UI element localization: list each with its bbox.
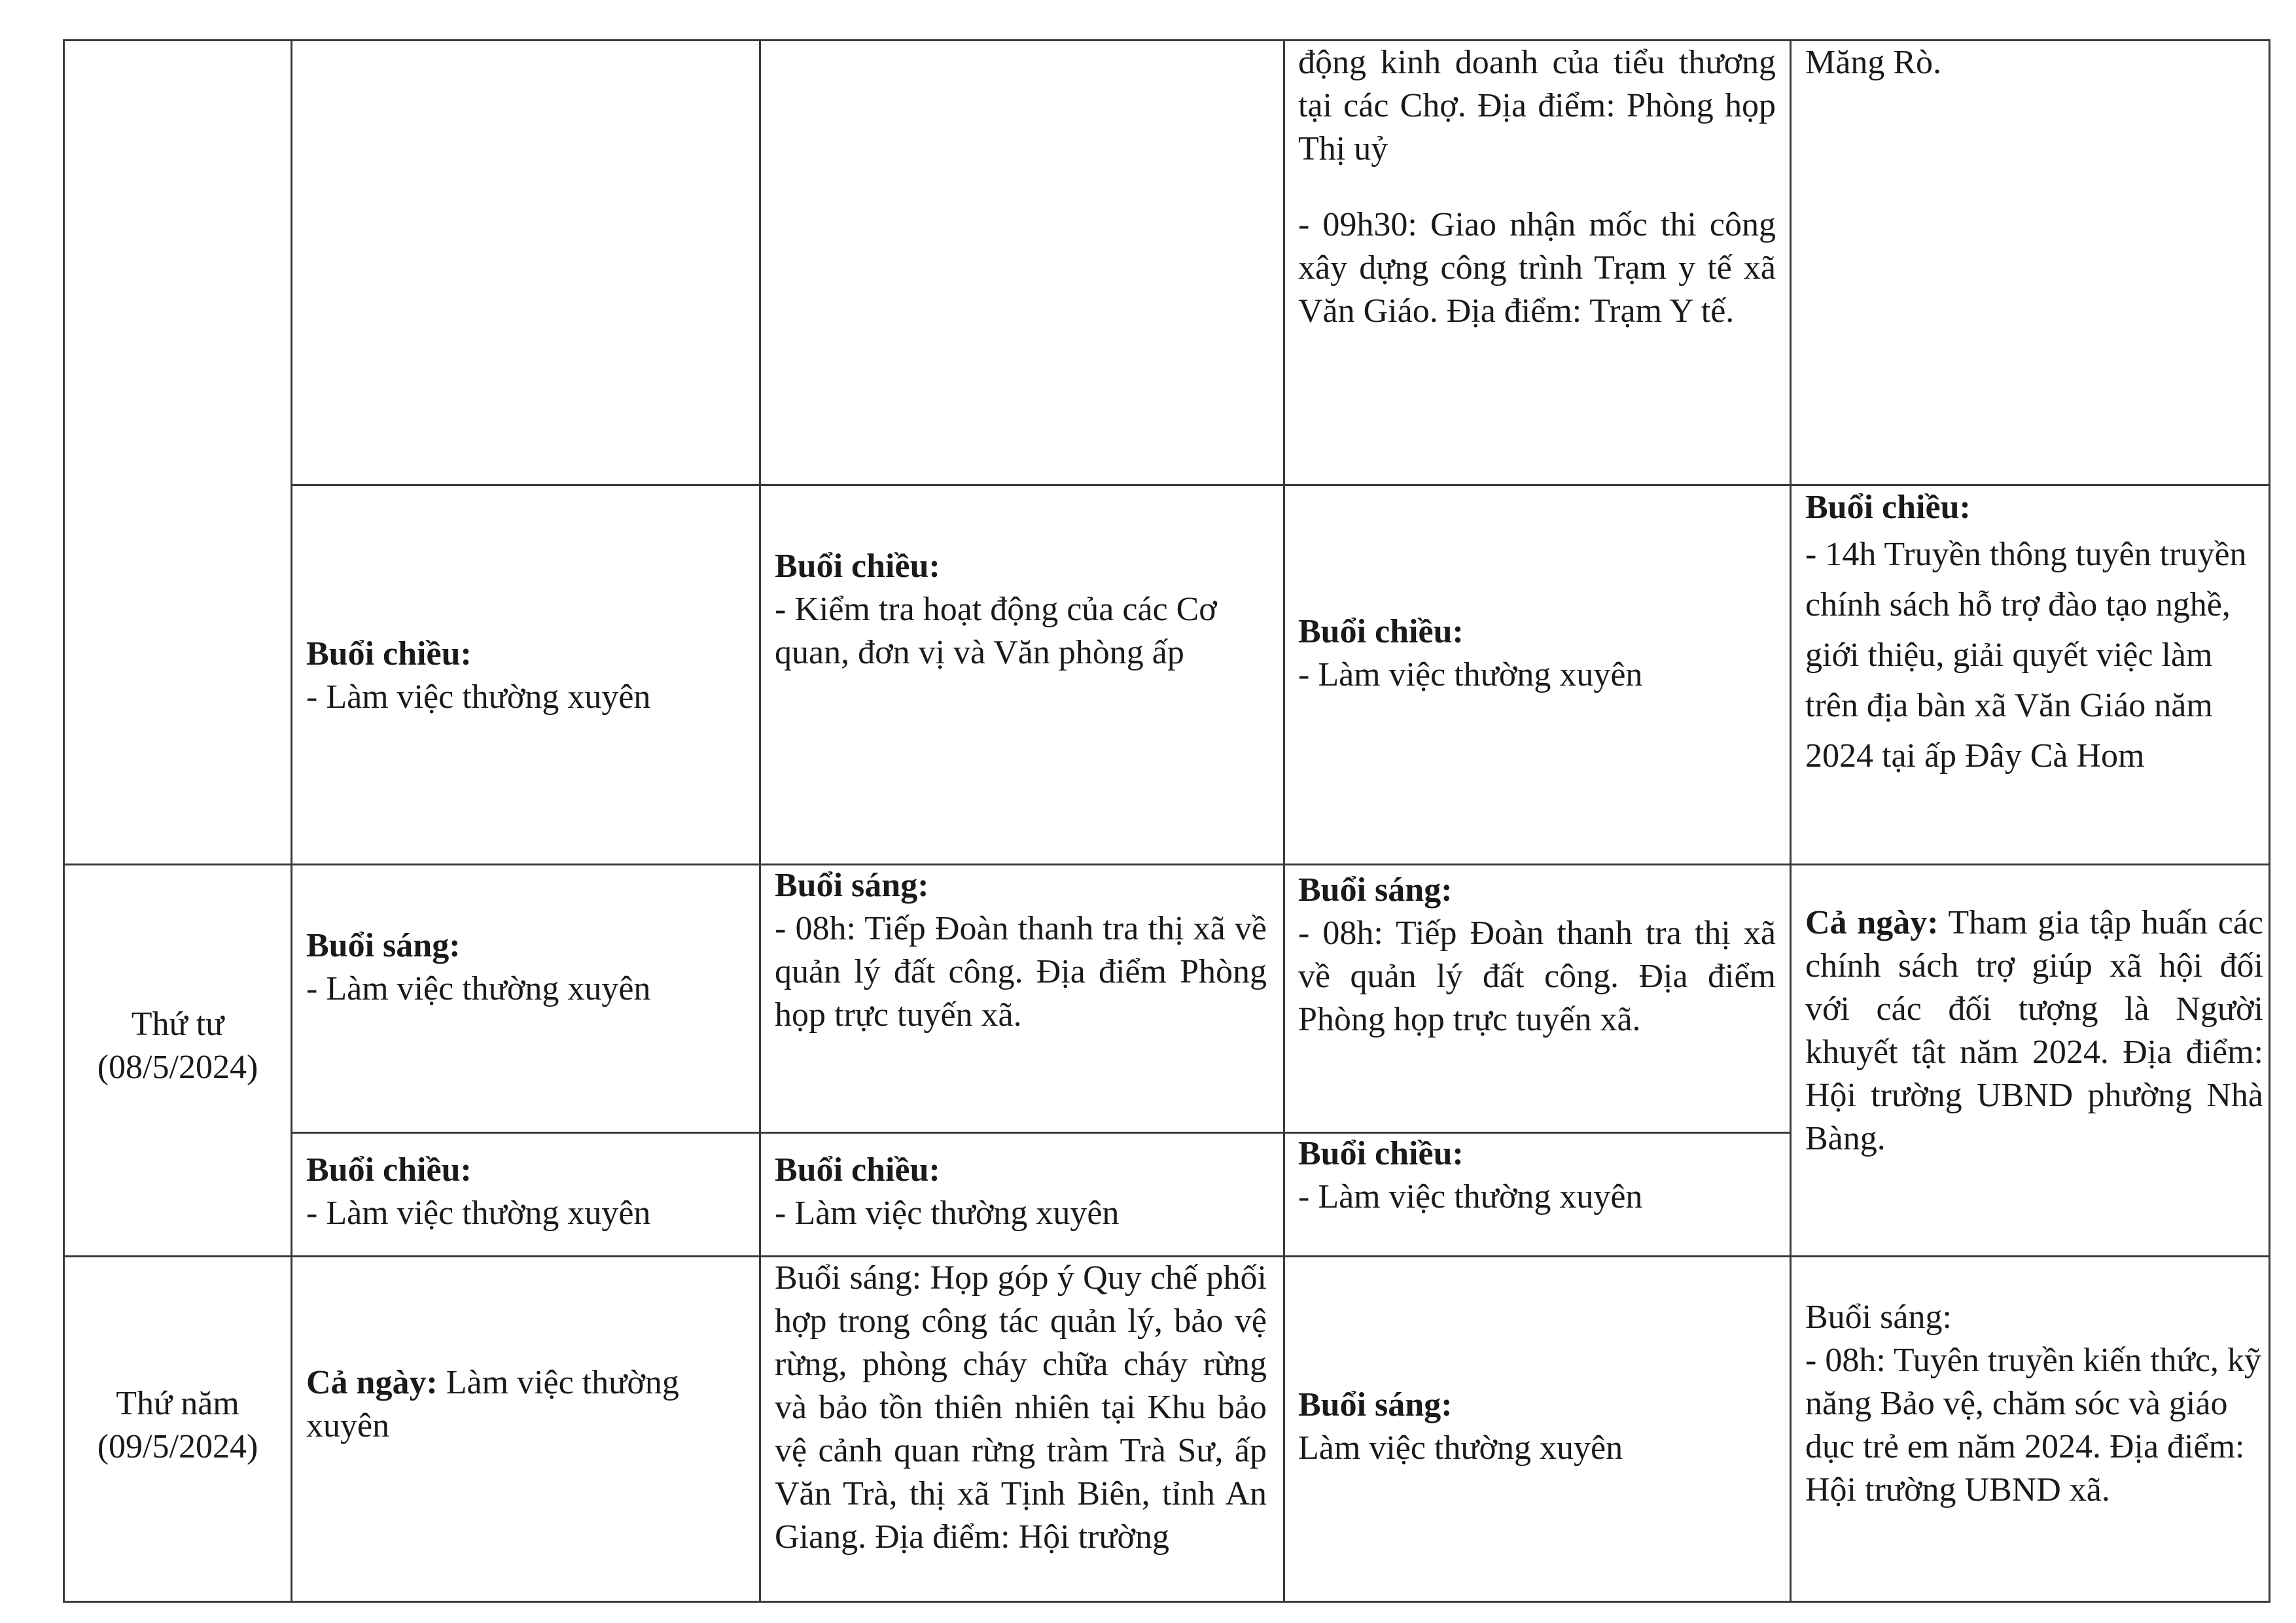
session-text: - Làm việc thường xuyên <box>306 970 651 1007</box>
day-date: (09/5/2024) <box>97 1428 258 1465</box>
session-text: - 14h Truyền thông tuyên truyền chính sách hỗ trợ đào tạo nghề, giới thiệu, giải quyết việc làm trên địa bàn xã Văn Giáo năm 2024 tại ấp Đây Cà Hom <box>1805 536 2247 775</box>
session-text: - 08h: Tiếp Đoàn thanh tra thị xã về quản lý đất công. Địa điểm Phòng họp trực tuyến xã. <box>775 910 1267 1034</box>
thu-morning-col4 <box>1298 1384 1776 1470</box>
wed-morning-col3 <box>775 864 1267 1037</box>
session-body: Tham gia tập huấn các chính sách trợ giúp xã hội đối với các đối tượng là Người khuyết tật năm 2024. Địa điểm: Hội trường UBND phường Nhà Bàng. <box>1805 904 2263 1157</box>
wed-afternoon-col3 <box>775 1149 1272 1235</box>
day-name: Thứ năm <box>116 1385 239 1422</box>
day-cell-thursday <box>65 1382 291 1469</box>
session-title: Cả ngày: <box>1805 904 1939 941</box>
column-divider <box>1790 41 1792 1601</box>
session-title: Buổi sáng: <box>1298 871 1453 909</box>
cont-item-1: động kinh doanh của tiểu thương tại các Chợ. Địa điểm: Phòng họp Thị uỷ <box>1298 44 1776 167</box>
session-text: - Làm việc thường xuyên <box>775 1195 1120 1232</box>
session-text: - Làm việc thường xuyên <box>306 1195 651 1232</box>
session-title: Buổi chiều: <box>1298 1135 1464 1172</box>
session-text: - Kiểm tra hoạt động của các Cơ quan, đơn vị và Văn phòng ấp <box>775 591 1217 671</box>
cont-afternoon-col2 <box>306 633 751 719</box>
session-title: Buổi sáng: <box>1805 1299 1952 1336</box>
session-text <box>306 1361 751 1448</box>
session-title: Buổi chiều: <box>775 548 940 585</box>
cont-afternoon-col5 <box>1805 486 2263 781</box>
thu-morning-col3 <box>775 1257 1267 1559</box>
session-title: Buổi chiều: <box>775 1151 940 1189</box>
cont-morning-col4 <box>1298 41 1776 333</box>
session-text: - Làm việc thường xuyên <box>1298 656 1643 693</box>
cont-afternoon-col4 <box>1298 610 1776 697</box>
session-text: - 08h: Tuyên truyền kiến thức, kỹ năng Bảo vệ, chăm sóc và giáo dục trẻ em năm 2024. Địa điểm: Hội trường UBND xã. <box>1805 1342 2261 1509</box>
session-title: Buổi sáng: <box>1298 1386 1453 1423</box>
wed-afternoon-col4 <box>1298 1132 1776 1219</box>
session-text: - Làm việc thường xuyên <box>306 678 651 716</box>
column-divider <box>1283 41 1285 1601</box>
thu-morning-col5 <box>1805 1296 2263 1512</box>
session-title: Buổi sáng: <box>775 867 929 904</box>
cont-item-2: - 09h30: Giao nhận mốc thi công xây dựng công trình Trạm y tế xã Văn Giáo. Địa điểm: Trạm Y tế. <box>1298 206 1776 330</box>
wed-allday-col5 <box>1805 901 2263 1161</box>
cont-col5-text: Măng Rò. <box>1805 44 1941 81</box>
session-title: Buổi chiều: <box>1298 613 1464 650</box>
schedule-table <box>63 39 2270 1603</box>
day-name: Thứ tư <box>131 1005 224 1043</box>
session-text: - Làm việc thường xuyên <box>1298 1178 1643 1215</box>
day-date: (08/5/2024) <box>97 1049 258 1086</box>
cont-morning-col5 <box>1805 41 2263 84</box>
session-title: Buổi chiều: <box>306 1151 472 1189</box>
session-body: Làm việc thường xuyên <box>306 1364 679 1444</box>
session-title: Buổi sáng: <box>306 927 461 964</box>
wed-morning-col2 <box>306 924 751 1011</box>
session-text: - 08h: Tiếp Đoàn thanh tra thị xã về quản lý đất công. Địa điểm Phòng họp trực tuyến xã. <box>1298 915 1776 1038</box>
cont-afternoon-col3 <box>775 545 1272 674</box>
session-text: Buổi sáng: Họp góp ý Quy chế phối hợp trong công tác quản lý, bảo vệ rừng, phòng cháy chữa cháy rừng và bảo tồn thiên nhiên tại Khu bảo vệ cảnh quan rừng tràm Trà Sư, ấp Văn Trà, thị xã Tịnh Biên, tỉnh An Giang. Địa điểm: Hội trường <box>775 1259 1267 1556</box>
thu-allday-col2 <box>306 1361 751 1448</box>
wed-afternoon-col2 <box>306 1149 751 1235</box>
session-title: Buổi chiều: <box>1805 489 1971 526</box>
day-cell-wednesday <box>65 1003 291 1089</box>
wed-morning-col4 <box>1298 869 1776 1041</box>
column-divider <box>759 41 761 1601</box>
session-title: Buổi chiều: <box>306 635 472 672</box>
session-title: Cả ngày: <box>306 1364 438 1401</box>
session-text: Làm việc thường xuyên <box>1298 1429 1623 1467</box>
column-divider <box>291 41 292 1601</box>
session-text <box>1805 901 2263 1161</box>
